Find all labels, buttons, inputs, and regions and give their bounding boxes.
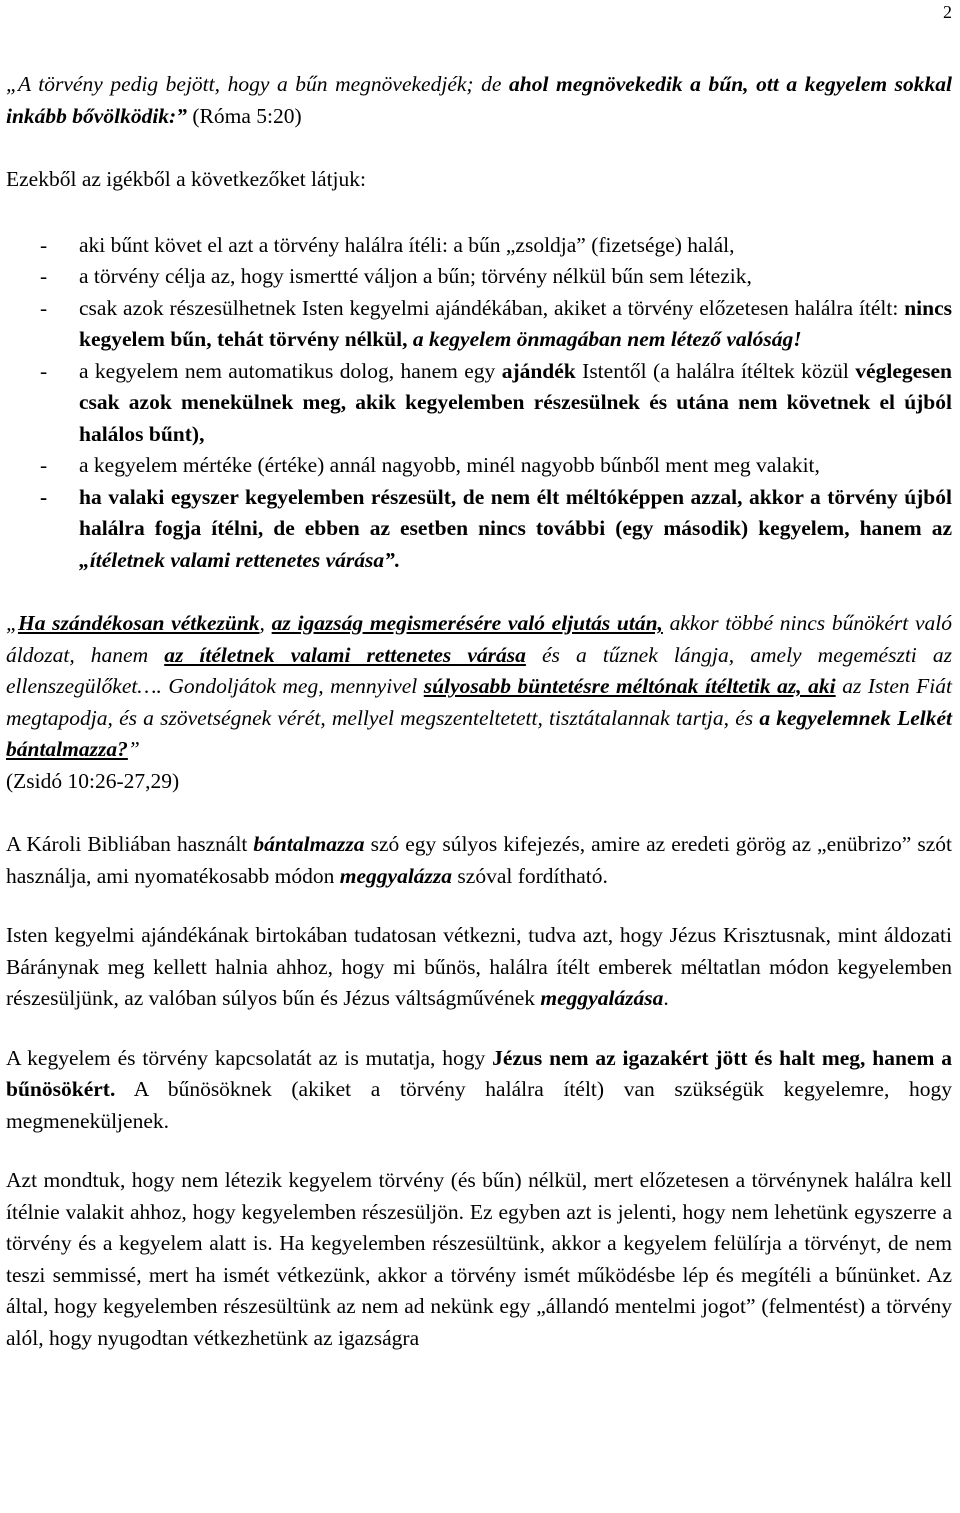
paragraph-karoli: A Károli Bibliában használt bántalmazza szó egy súlyos kifejezés, amire az eredeti görög az „enübrizo” szót használja, ami nyomatékosabb módon meggyalázza szóval fordítható. — [6, 832, 952, 888]
list-dash: - — [40, 453, 48, 477]
intro-line: Ezekből az igékből a következőket látjuk: — [6, 167, 366, 191]
quote-italic-text: „A törvény pedig bejött, hogy a bűn megnövekedjék; de — [6, 72, 510, 96]
list-dash: - — [40, 358, 48, 383]
paragraph-relation: A kegyelem és törvény kapcsolatát az is mutatja, hogy Jézus nem az igazakért jött és halt meg, hanem a bűnösökért. A bűnösöknek (akiket a törvény halálra ítélt) van szükségük kegyelemre, hogy megmeneküljenek. — [6, 1045, 952, 1133]
page-number: 2 — [943, 2, 952, 22]
paragraph-law: Azt mondtuk, hogy nem létezik kegyelem törvény (és bűn) nélkül, mert előzetesen a törvénynek halálra kell ítélnie valakit ahhoz, hogy kegyelemben részesüljön. Ez egyben azt is jelenti, hogy nem lehetünk egyszerre a törvény és a kegyelem alatt is. Ha kegyelemben részesültünk, akkor a kegyelem felülírja a törvényt, de nem teszi semmissé, mert ha ismét vétkezünk, akkor a törvény ismét működésbe lép és megítéli a bűnünket. Az által, hogy kegyelemben részesültünk az nem ad nekünk egy „állandó mentelmi jogot” (felmentést) a törvény alól, hogy nyugodtan vétkezhetünk az igazságra — [6, 1168, 952, 1350]
paragraph-gift: Isten kegyelmi ajándékának birtokában tudatosan vétkezni, tudva azt, hogy Jézus Krisztusnak, mint áldozati Báránynak meg kellett halnia ahhoz, hogy mi bűnös, halálra ítélt emberek méltatlan módon kegyelemben részesüljünk, az valóban súlyos bűn és Jézus váltságművének meggyalázása. — [6, 923, 952, 1010]
quote-reference: (Zsidó 10:26-27,29) — [6, 768, 180, 793]
list-dash: - — [40, 484, 48, 509]
quote-reference: (Róma 5:20) — [186, 103, 302, 128]
list-item: - aki bűnt követ el azt a törvény halálra ítéli: a bűn „zsoldja” (fizetsége) halál, — [6, 230, 952, 262]
list-item: - a kegyelem mértéke (értéke) annál nagyobb, minél nagyobb bűnből ment meg valakit, — [6, 450, 952, 482]
document-body — [6, 0, 952, 1354]
list-item: - ha valaki egyszer kegyelemben részesült, de nem élt méltóképpen azzal, akkor a törvény újból halálra fogja ítélni, de ebben az esetben nincs további (egy második) kegyelem, hanem az „ítéletnek valami rettenetes várása”. — [6, 482, 952, 577]
list-item: - a kegyelem nem automatikus dolog, hanem egy ajándék Istentől (a halálra ítéltek közül véglegesen csak azok menekülnek meg, akik kegyelemben részesülnek és utána nem követnek el újból halálos bűnt), — [6, 356, 952, 451]
list-dash: - — [40, 264, 48, 288]
list-item: - a törvény célja az, hogy ismertté váljon a bűn; törvény nélkül bűn sem létezik, — [6, 261, 952, 293]
list-dash: - — [40, 232, 48, 257]
conclusion-list — [6, 230, 952, 577]
bible-quote-romans — [6, 0, 952, 132]
list-dash: - — [40, 295, 48, 320]
quote-bold-italic-text: ahol megnövekedik a bűn, ott a kegyelem sokkal inkább bővölködik:” — [6, 72, 952, 128]
bible-quote-hebrews: „Ha szándékosan vétkezünk, az igazság megismerésére való eljutás után, akkor többé nincs bűnökért való áldozat, hanem az ítéletnek valami rettenetes várása és a tűznek lángja, amely megemészti az ellenszegülőket…. Gondoljátok meg, mennyivel súlyosabb büntetésre méltónak ítéltetik az, aki az Isten Fiát megtapodja, és a szövetségnek vérét, mellyel megszenteltetett, tisztátalannak tartja, és a kegyelemnek Lelkét bántalmazza?” (Zsidó 10:26-27,29) — [6, 611, 952, 793]
list-item: - csak azok részesülhetnek Isten kegyelmi ajándékában, akiket a törvény előzetesen halálra ítélt: nincs kegyelem bűn, tehát törvény nélkül, a kegyelem önmagában nem létező valóság! — [6, 293, 952, 356]
